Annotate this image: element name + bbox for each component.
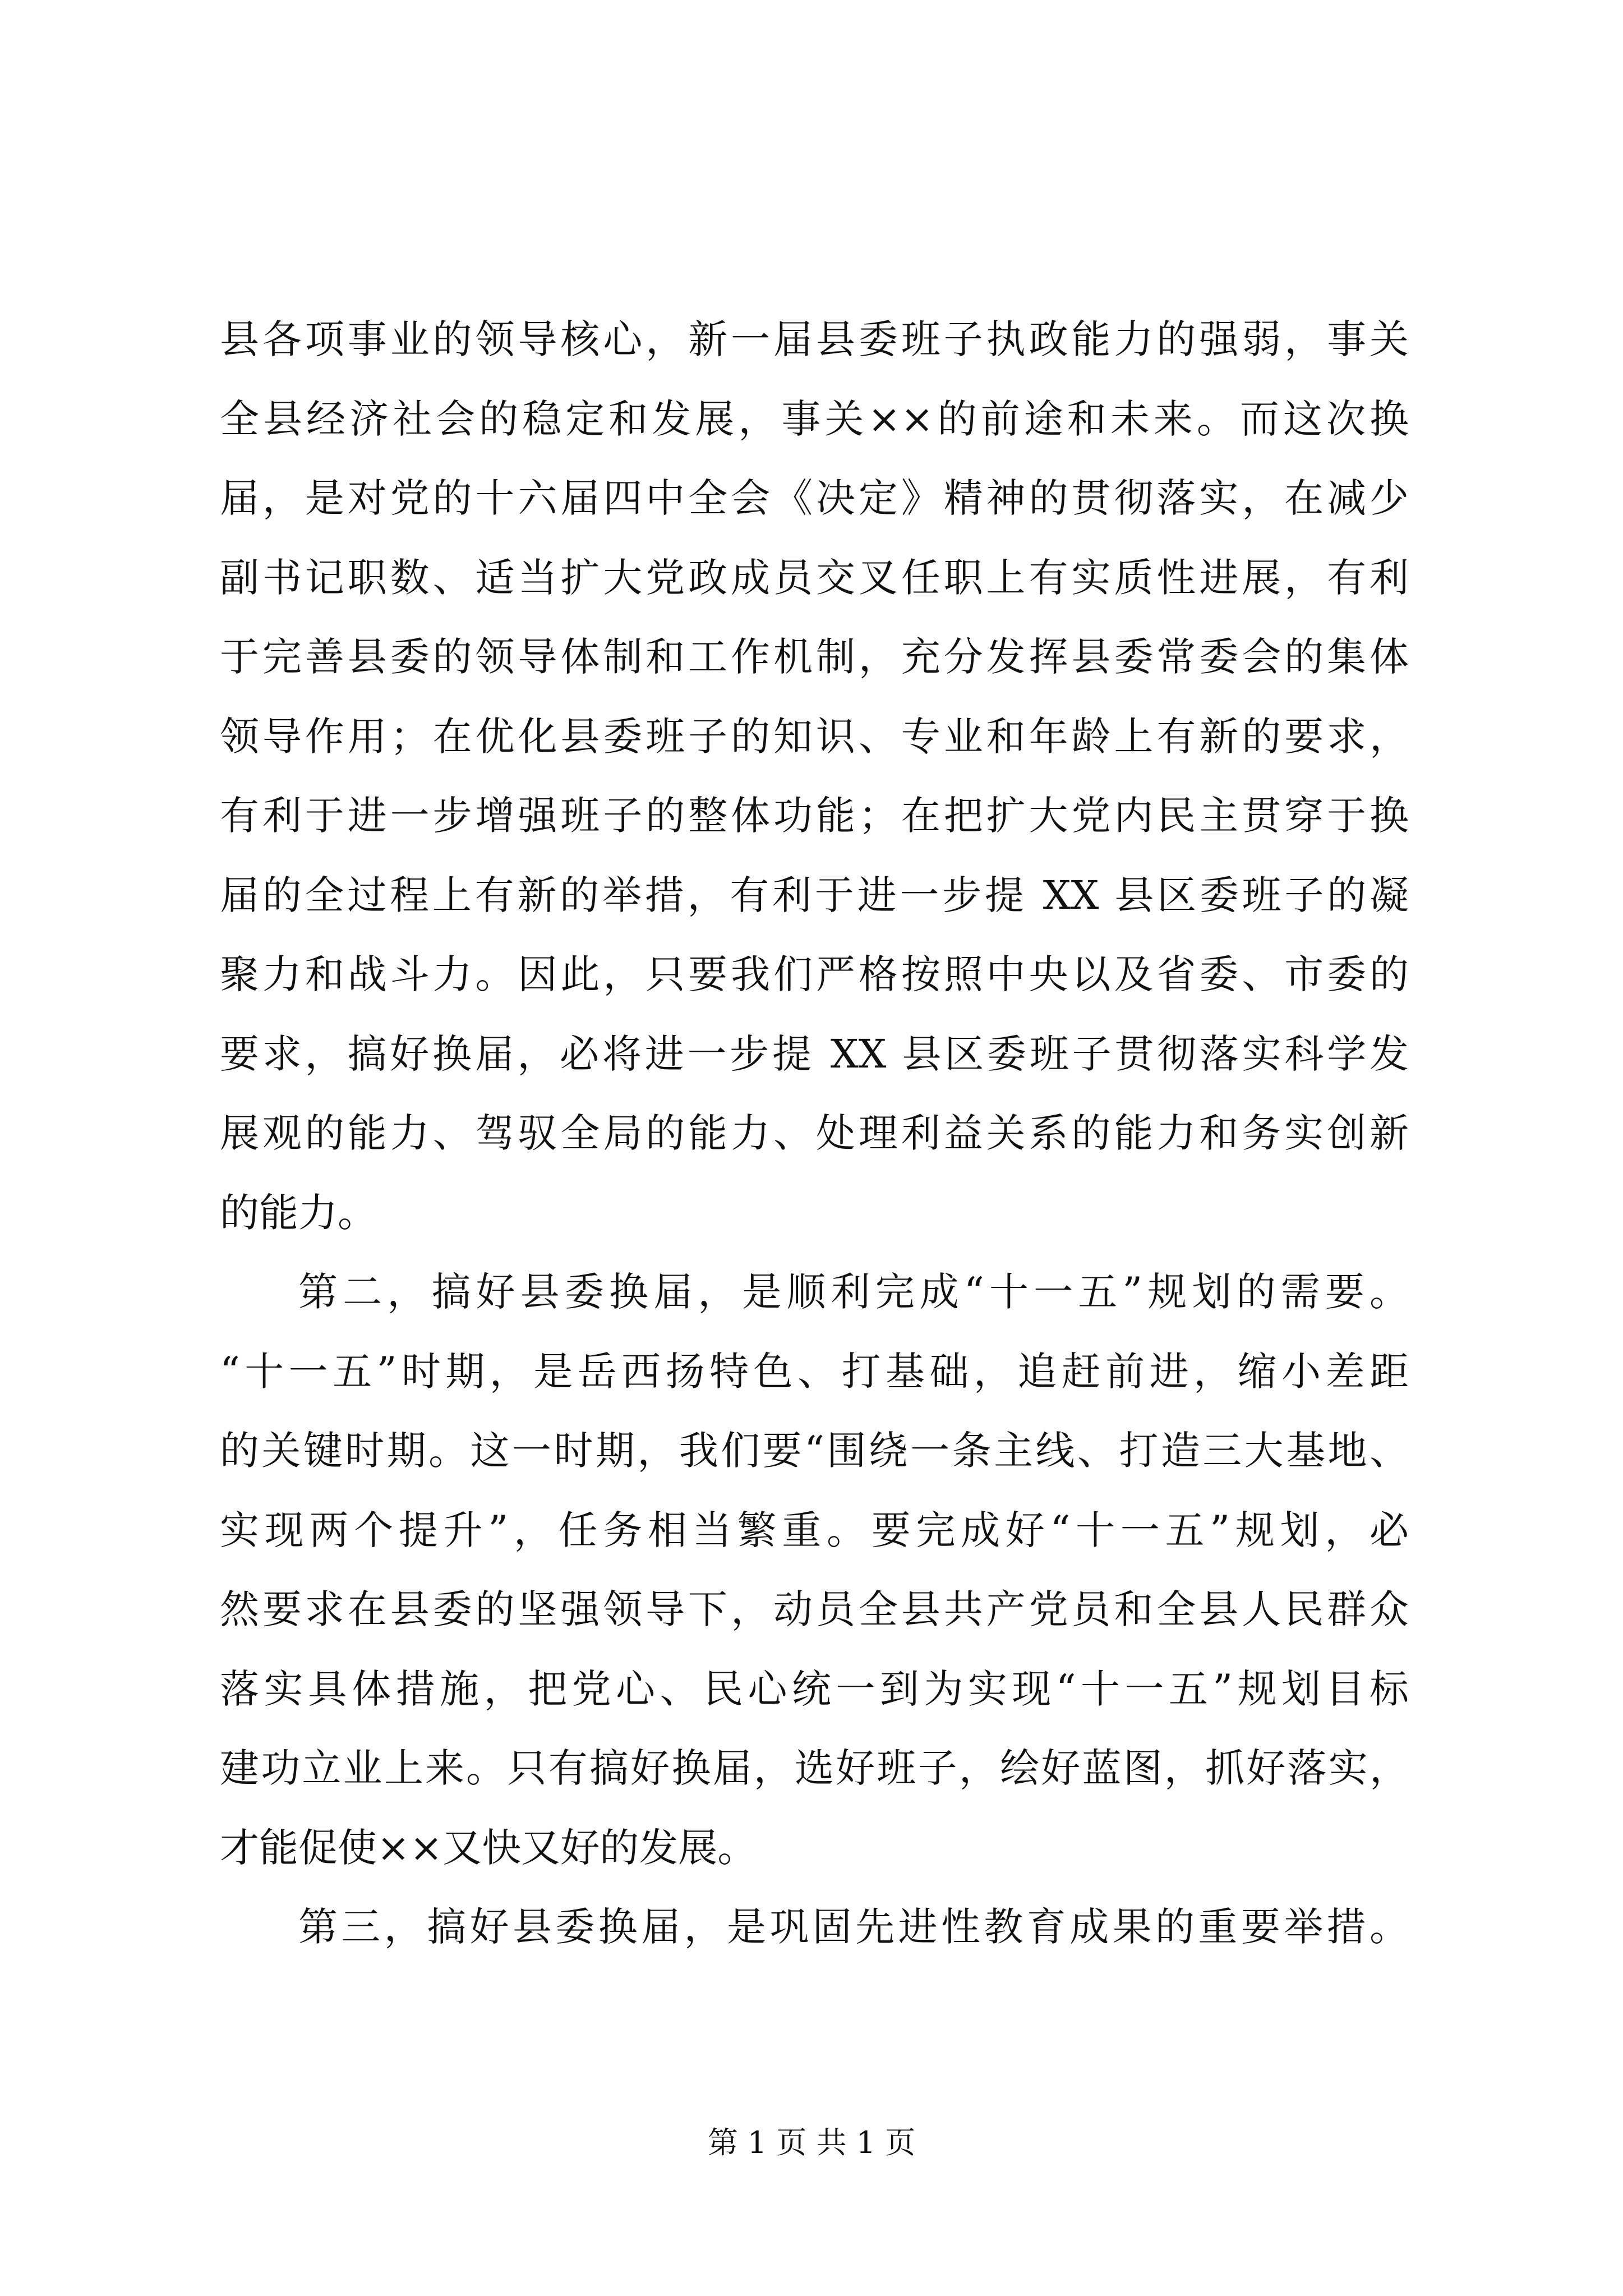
paragraph-2-line: 建功立业上来。只有搞好换届，选好班子，绘好蓝图，抓好落实， — [220, 1745, 1409, 1791]
paragraph-1-line: 届的全过程上有新的举措，有利于进一步提 XX 县区委班子的凝 — [220, 872, 1409, 918]
paragraph-2-line: 落实具体措施，把党心、民心统一到为实现“十一五”规划目标 — [220, 1665, 1409, 1712]
paragraph-1-line: 副书记职数、适当扩大党政成员交叉任职上有实质性进展，有利 — [220, 554, 1409, 601]
paragraph-3-line: 第三，搞好县委换届，是巩固先进性教育成果的重要举措。 — [298, 1904, 1409, 1950]
paragraph-1-line: 县各项事业的领导核心，新一届县委班子执政能力的强弱，事关 — [220, 316, 1409, 362]
page-footer — [0, 2123, 1623, 2162]
paragraph-1-line: 领导作用；在优化县委班子的知识、专业和年龄上有新的要求， — [220, 713, 1409, 760]
paragraph-1-line: 聚力和战斗力。因此，只要我们严格按照中央以及省委、市委的 — [220, 951, 1409, 997]
paragraph-2-line: 然要求在县委的坚强领导下，动员全县共产党员和全县人民群众 — [220, 1586, 1409, 1632]
paragraph-1-line: 要求，搞好换届，必将进一步提 XX 县区委班子贯彻落实科学发 — [220, 1030, 1409, 1077]
paragraph-1-line: 的能力。 — [220, 1189, 377, 1236]
paragraph-1-line: 全县经济社会的稳定和发展，事关××的前途和未来。而这次换 — [220, 395, 1409, 442]
paragraph-1-line: 展观的能力、驾驭全局的能力、处理利益关系的能力和务实创新 — [220, 1110, 1409, 1156]
paragraph-1-line: 届，是对党的十六届四中全会《决定》精神的贯彻落实，在减少 — [220, 475, 1409, 521]
page-number-label: 第 1 页 共 1 页 — [707, 2125, 916, 2160]
body-text — [220, 300, 1409, 1967]
paragraph-1-line: 有利于进一步增强班子的整体功能；在把扩大党内民主贯穿于换 — [220, 793, 1409, 839]
paragraph-2-line: “十一五”时期，是岳西扬特色、打基础，追赶前进，缩小差距 — [220, 1348, 1409, 1395]
paragraph-2-line: 实现两个提升”，任务相当繁重。要完成好“十一五”规划，必 — [220, 1507, 1409, 1553]
paragraph-1-line: 于完善县委的领导体制和工作机制，充分发挥县委常委会的集体 — [220, 634, 1409, 680]
paragraph-2-line: 的关键时期。这一时期，我们要“围绕一条主线、打造三大基地、 — [220, 1428, 1409, 1474]
paragraph-2-line: 才能促使××又快又好的发展。 — [220, 1824, 757, 1871]
paragraph-2-line: 第二，搞好县委换届，是顺利完成“十一五”规划的需要。 — [298, 1269, 1409, 1315]
